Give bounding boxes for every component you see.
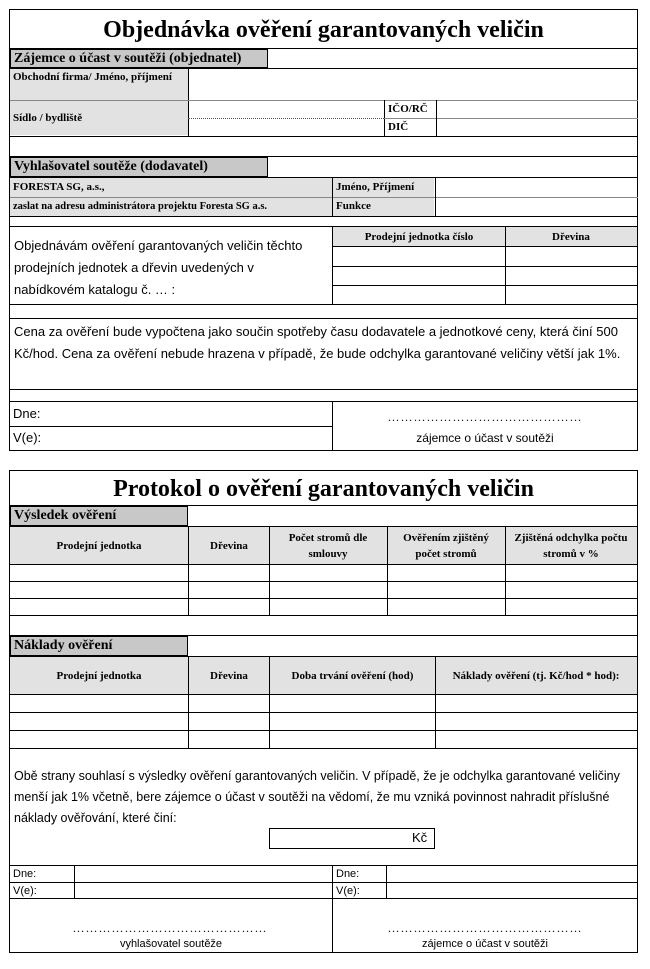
order-text: Objednávám ověření garantovaných veličin těchto prodejních jednotek a dřevin uvedených v nabídkovém katalogu č. … : <box>14 238 303 297</box>
customer-name-label: Obchodní firma/ Jméno, příjmení <box>13 71 172 83</box>
supplier-function-label: Funkce <box>336 200 371 212</box>
currency-label: Kč <box>412 830 428 845</box>
order-table-header-species: Dřevina <box>552 231 590 243</box>
costs-section-heading: Náklady ověření <box>10 636 188 656</box>
dic-label: DIČ <box>388 121 409 133</box>
result-header-deviation: Zjištěná odchylka počtu stromů v % <box>514 531 628 560</box>
protocol-place-input-right[interactable] <box>387 883 637 898</box>
price-text: Cena za ověření bude vypočtena jako součin spotřeby času dodavatele a jednotkové ceny, která činí 500 Kč/hod. Cena za ověření nebude hrazena v případě, že bude odchylka garantované veličiny větší jak 1%. <box>14 324 621 361</box>
protocol-signature-line-left: ……………………………………… <box>72 921 268 935</box>
order-place-input[interactable] <box>50 428 330 448</box>
order-form-title: Objednávka ověření garantovaných veličin <box>103 17 544 43</box>
protocol-date-input-left[interactable] <box>75 866 331 882</box>
protocol-place-label-left: V(e): <box>13 885 37 897</box>
order-table-row[interactable] <box>333 267 637 285</box>
result-section-heading: Výsledek ověření <box>10 506 188 526</box>
supplier-name-label: Jméno, Příjmení <box>336 181 415 193</box>
protocol-date-input-right[interactable] <box>387 866 637 882</box>
supplier-name-input[interactable] <box>436 178 637 196</box>
ico-label: IČO/RČ <box>388 103 428 115</box>
protocol-title: Protokol o ověření garantovaných veličin <box>113 476 534 502</box>
supplier-section-heading: Vyhlašovatel soutěže (dodavatel) <box>10 157 268 177</box>
order-signature-line: ……………………………………… <box>387 410 583 424</box>
result-table-row[interactable] <box>10 565 637 581</box>
order-place-label: V(e): <box>13 430 42 445</box>
result-header-contract-count: Počet stromů dle smlouvy <box>288 531 368 560</box>
costs-header-unit: Prodejní jednotka <box>56 669 142 682</box>
result-header-verified-count: Ověřením zjištěný počet stromů <box>403 531 489 560</box>
protocol-date-label-right: Dne: <box>336 868 360 880</box>
protocol-place-label-right: V(e): <box>336 885 360 897</box>
protocol-date-label-left: Dne: <box>13 868 37 880</box>
order-table-row[interactable] <box>333 247 637 266</box>
protocol-place-input-left[interactable] <box>75 883 331 898</box>
costs-header-species: Dřevina <box>210 669 248 682</box>
costs-table-row[interactable] <box>10 731 637 748</box>
result-table-row[interactable] <box>10 599 637 615</box>
customer-address-label: Sídlo / bydliště <box>13 112 83 124</box>
result-header-unit: Prodejní jednotka <box>56 539 142 552</box>
protocol-signature-label-left: vyhlašovatel soutěže <box>119 938 223 950</box>
costs-header-cost: Náklady ověření (tj. Kč/hod * hod): <box>452 669 620 682</box>
result-header-species: Dřevina <box>210 539 248 552</box>
customer-section-heading: Zájemce o účast v soutěži (objednatel) <box>10 49 268 68</box>
cost-amount-input[interactable] <box>269 828 435 849</box>
customer-name-input[interactable] <box>189 69 637 99</box>
order-date-label: Dne: <box>13 406 41 421</box>
ico-input[interactable] <box>437 101 637 118</box>
costs-header-duration: Doba trvání ověření (hod) <box>291 669 414 682</box>
protocol-signature-line-right: ……………………………………… <box>387 921 583 935</box>
supplier-company: FORESTA SG, a.s., <box>13 181 105 193</box>
order-date-input[interactable] <box>50 404 330 424</box>
order-table-row[interactable] <box>333 286 637 304</box>
costs-table-row[interactable] <box>10 713 637 730</box>
supplier-send-to: zaslat na adresu administrátora projektu Foresta SG a.s. <box>13 201 268 212</box>
dic-input[interactable] <box>437 119 637 135</box>
supplier-function-input[interactable] <box>436 198 637 216</box>
order-signature-label: zájemce o účast v soutěži <box>416 431 554 445</box>
costs-table-row[interactable] <box>10 695 637 712</box>
agreement-text: Obě strany souhlasí s výsledky ověření garantovaných veličin. V případě, že je odchylka garantované veličiny menší jak 1% včetně, bere zájemce o účast v soutěži na vědomí, že mu vzniká povinnost nahradit příslušné náklady ověřování, které činí: <box>14 769 620 825</box>
result-table-row[interactable] <box>10 582 637 598</box>
protocol-signature-label-right: zájemce o účast v soutěži <box>422 938 548 950</box>
order-table-header-unit: Prodejní jednotka číslo <box>364 231 474 243</box>
